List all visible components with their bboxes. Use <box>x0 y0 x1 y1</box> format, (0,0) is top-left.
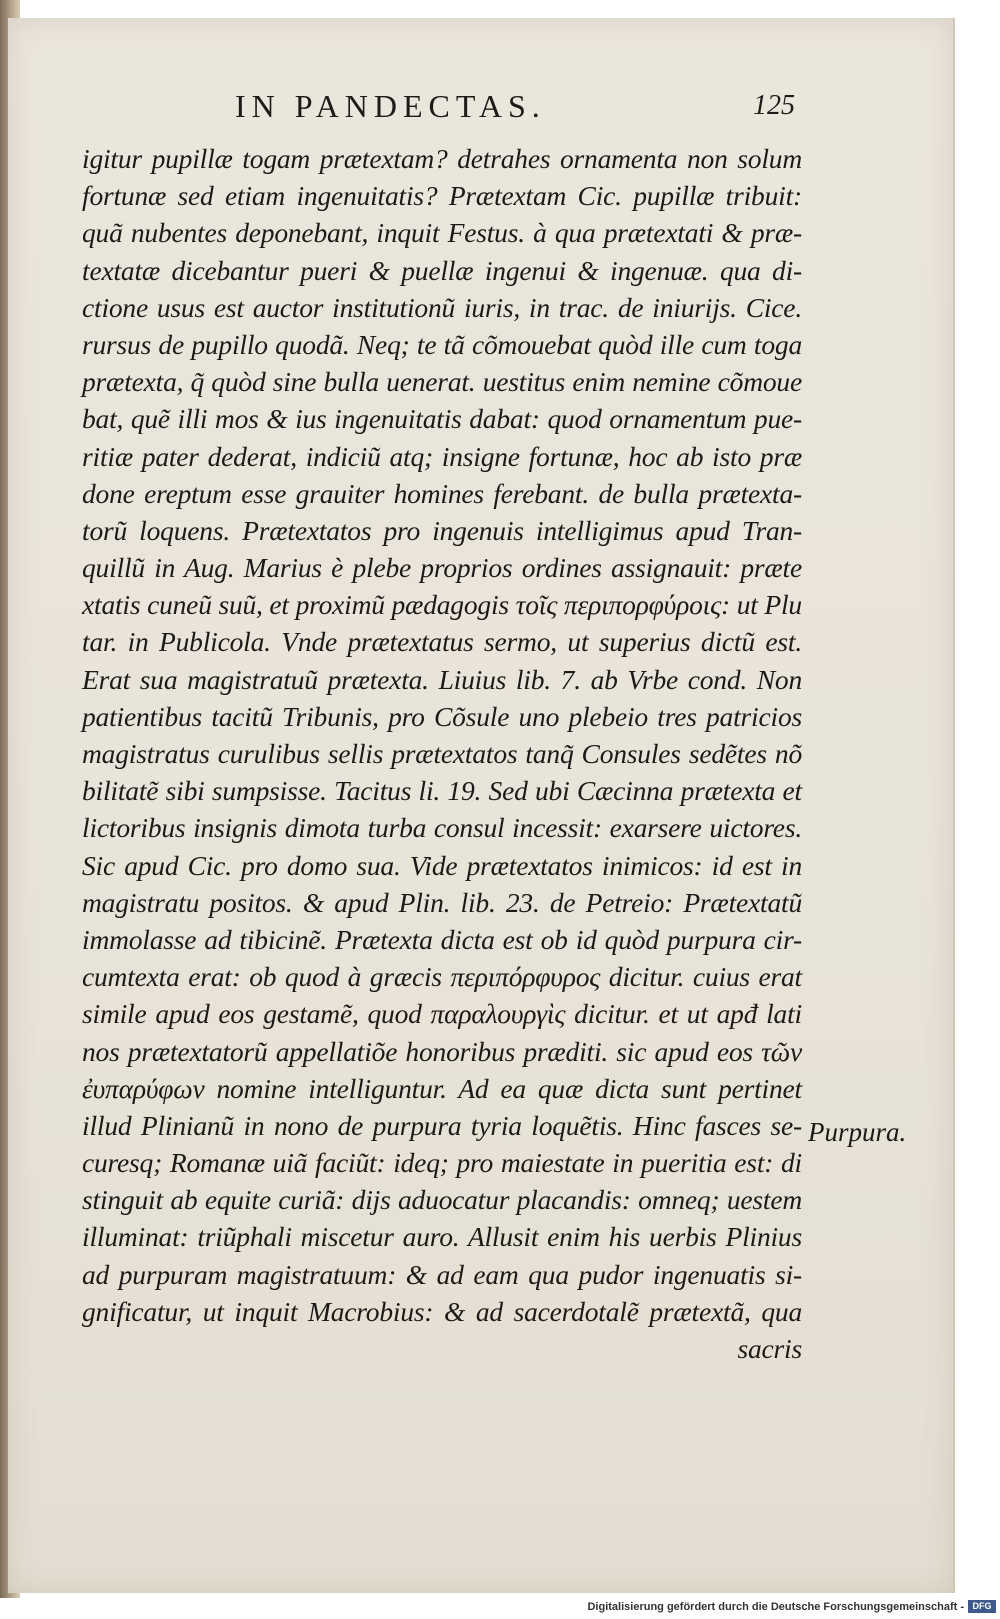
text-line: tar. in Publicola. Vnde prætextatus sermo, ut superius dictũ est. <box>82 626 802 658</box>
digitization-credit: Digitalisierung gefördert durch die Deutsche Forschungsgemeinschaft - <box>587 1601 964 1613</box>
text-line: textatæ dicebantur pueri & puellæ ingenui & ingenuæ. qua di- <box>82 254 802 286</box>
text-line: magistratu positos. & apud Plin. lib. 23. de Petreio: Prætextatũ <box>82 886 802 918</box>
text-line: Erat sua magistratuũ prætexta. Liuius lib. 7. ab Vrbe cond. Non <box>82 663 802 695</box>
text-line: bat, quẽ illi mos & ius ingenuitatis dabat: quod ornamentum pue- <box>82 403 802 435</box>
catchword: sacris <box>737 1333 802 1364</box>
text-line: igitur pupillæ togam prætextam? detrahes ornamenta non solum <box>82 143 802 174</box>
text-line: done ereptum esse grauiter homines ferebant. de bulla prætexta- <box>82 477 802 509</box>
text-line: xtatis cuneũ suũ, et proximũ pædagogis τοῖς περιπορφύροις: ut Plu <box>82 589 802 621</box>
text-line: immolasse ad tibicinẽ. Prætexta dicta est ob id quòd purpura cir- <box>82 923 802 955</box>
page-header <box>235 88 795 128</box>
text-line: quã nubentes deponebant, inquit Festus. à qua prætextati & præ- <box>82 217 802 249</box>
text-line: magistratus curulibus sellis prætextatos tanq̃ Consules sedẽtes nõ <box>82 738 802 769</box>
text-line: patientibus tacitũ Tribunis, pro Cõsule uno plebeio tres patricios <box>82 700 802 732</box>
text-line: lictoribus insignis dimota turba consul incessit: exarsere uictores. <box>82 812 802 844</box>
text-line: ctione usus est auctor institutionũ iuris, in trac. de iniurijs. Cice. <box>82 291 802 323</box>
page-number: 125 <box>753 90 795 121</box>
text-line: fortunæ sed etiam ingenuitatis? Prætextam Cic. pupillæ tribuit: <box>82 180 802 212</box>
text-line: cumtexta erat: ob quod à græcis περιπόρφυρος dicitur. cuius erat <box>82 961 802 993</box>
text-line: curesq; Romanæ uiã faciũt: ideq; pro maiestate in pueritia est: di <box>82 1147 802 1179</box>
marginal-note: Purpura. <box>808 1117 907 1147</box>
text-line: torũ loquens. Prætextatos pro ingenuis intelligimus apud Tran- <box>82 514 802 546</box>
text-line: quillũ in Aug. Marius è plebe proprios ordines assignauit: præte <box>82 552 802 584</box>
text-line: ad purpuram magistratuum: & ad eam qua pudor ingenuatis si- <box>82 1258 802 1290</box>
text-line: rursus de pupillo quodã. Neq; te tã cõmouebat quòd ille cum toga <box>82 328 802 360</box>
text-line: illuminat: triũphali miscetur auro. Allusit enim his uerbis Plinius <box>82 1221 802 1253</box>
text-line: ἐυπαρύφων nomine intelliguntur. Ad ea quæ dicta sunt pertinet <box>82 1072 802 1104</box>
text-line: gnificatur, ut inquit Macrobius: & ad sacerdotalẽ prætextã, qua <box>82 1295 802 1327</box>
text-line: nos prætextatorũ appellatiõe honoribus præditi. sic apud eos τῶν <box>82 1035 802 1067</box>
body-text <box>82 140 802 1367</box>
text-line: Sic apud Cic. pro domo sua. Vide prætextatos inimicos: id est in <box>82 849 802 881</box>
text-line: stinguit ab equite curiã: dijs aduocatur placandis: omneq; uestem <box>82 1184 802 1216</box>
text-line: bilitatẽ sibi sumpsisse. Tacitus li. 19. Sed ubi Cæcinna prætexta et <box>82 775 802 807</box>
text-line: simile apud eos gestamẽ, quod παραλουργὶς dicitur. et ut apđ lati <box>82 998 802 1030</box>
text-line: illud Plinianũ in nono de purpura tyria loquẽtis. Hinc fasces se- <box>82 1109 802 1141</box>
text-line: ritiæ pater dederat, indiciũ atq; insigne fortunæ, hoc ab isto præ <box>82 440 802 472</box>
text-line: prætexta, q̃ quòd sine bulla uenerat. uestitus enim nemine cõmoue <box>82 366 802 398</box>
dfg-logo-icon: DFG <box>968 1600 996 1613</box>
running-head: IN PANDECTAS. <box>235 88 546 124</box>
